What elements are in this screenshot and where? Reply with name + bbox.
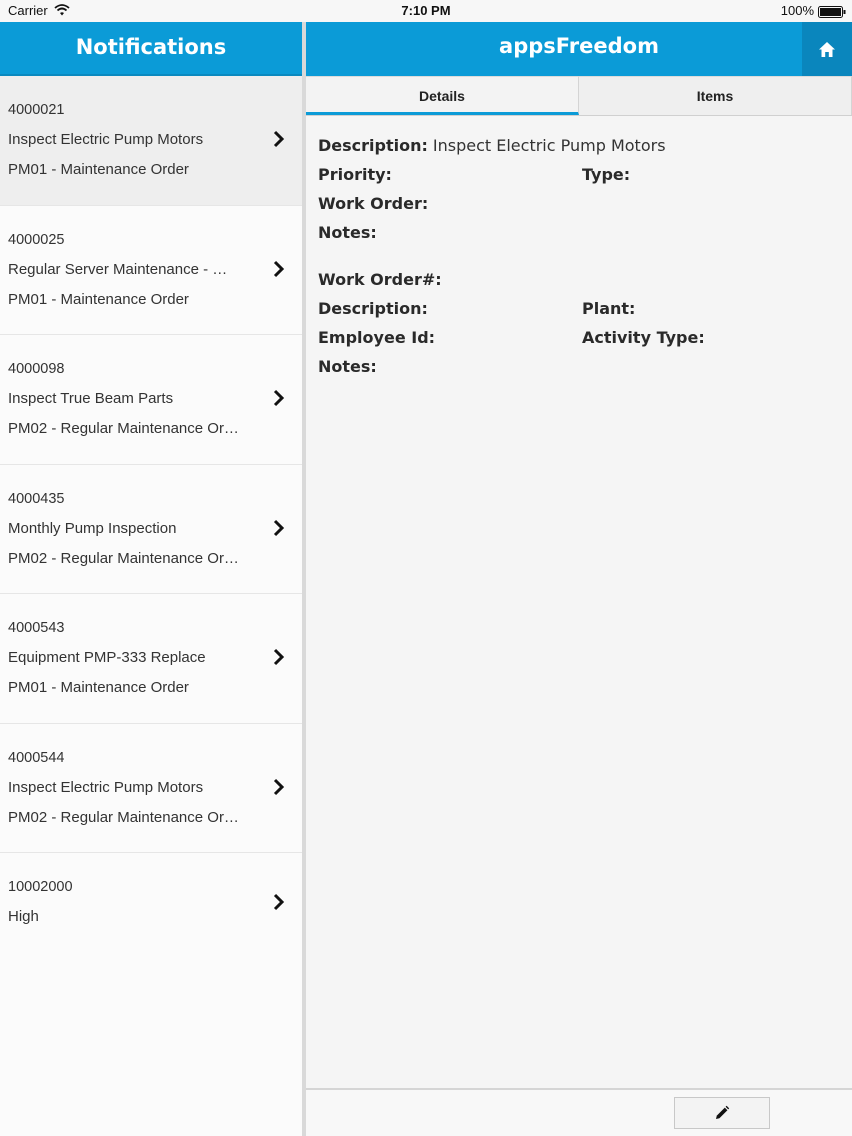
notification-title: High	[8, 908, 39, 925]
notification-type: PM02 - Regular Maintenance Or…	[8, 808, 239, 826]
wo-description-label: Description:	[318, 299, 428, 318]
notification-type: PM01 - Maintenance Order	[8, 290, 189, 308]
work-order-label: Work Order:	[318, 194, 429, 213]
list-item[interactable]	[0, 724, 302, 854]
list-item[interactable]	[0, 206, 302, 336]
notification-id: 4000021	[8, 102, 65, 118]
description-label: Description:	[318, 136, 428, 155]
type-label: Type:	[582, 165, 631, 184]
notification-title: Regular Server Maintenance - …	[8, 260, 228, 278]
notes-field	[318, 223, 377, 242]
notification-type: PM01 - Maintenance Order	[8, 161, 189, 178]
carrier-label: Carrier	[8, 3, 48, 18]
battery-percent: 100%	[780, 3, 814, 18]
list-item[interactable]	[0, 76, 302, 206]
chevron-right-icon	[272, 389, 286, 407]
notification-id: 4000435	[8, 490, 65, 507]
wo-description-field	[318, 299, 428, 318]
priority-label: Priority:	[318, 165, 392, 184]
bottom-toolbar	[306, 1088, 852, 1136]
plant-label: Plant:	[582, 299, 636, 318]
clock: 7:10 PM	[401, 3, 451, 18]
notification-id: 4000098	[8, 361, 65, 377]
plant-field	[582, 299, 635, 318]
chevron-right-icon	[272, 778, 286, 796]
home-icon	[818, 41, 836, 58]
wo-notes-label: Notes:	[318, 357, 377, 376]
status-bar	[0, 0, 852, 22]
list-item[interactable]	[0, 594, 302, 724]
work-order-number-field	[318, 270, 442, 289]
notification-type: PM02 - Regular Maintenance Or…	[8, 420, 239, 437]
tab-bar	[306, 76, 852, 116]
work-order-field	[318, 194, 428, 213]
notification-title: Inspect True Beam Parts	[8, 390, 174, 407]
activity-type-label: Activity Type:	[582, 328, 705, 347]
tab-details[interactable]: Details	[306, 76, 579, 115]
notification-id: 10002000	[8, 879, 73, 895]
notification-id: 4000544	[8, 749, 65, 766]
notification-type: PM01 - Maintenance Order	[8, 679, 189, 696]
detail-panel	[306, 22, 852, 1136]
home-button[interactable]	[802, 22, 852, 76]
description-value: Inspect Electric Pump Motors	[432, 136, 666, 155]
notification-title: Monthly Pump Inspection	[8, 519, 177, 537]
notification-title: Inspect Electric Pump Motors	[8, 131, 204, 148]
notifications-panel	[0, 22, 302, 1136]
notification-id: 4000025	[8, 231, 65, 248]
chevron-right-icon	[272, 648, 286, 666]
notifications-title: Notifications	[0, 22, 302, 76]
notes-label: Notes:	[318, 223, 377, 242]
chevron-right-icon	[272, 893, 286, 911]
list-item[interactable]	[0, 853, 302, 973]
edit-button[interactable]	[674, 1097, 770, 1129]
chevron-right-icon	[272, 519, 286, 537]
notification-title: Inspect Electric Pump Motors	[8, 778, 204, 796]
employee-id-label: Employee Id:	[318, 328, 436, 347]
list-item[interactable]	[0, 465, 302, 595]
type-field	[582, 165, 630, 184]
chevron-right-icon	[272, 260, 286, 278]
pencil-icon	[714, 1105, 730, 1121]
notification-type: PM02 - Regular Maintenance Or…	[8, 549, 239, 567]
notification-title: Equipment PMP-333 Replace	[8, 649, 206, 666]
battery-icon	[818, 6, 846, 18]
chevron-right-icon	[272, 130, 286, 148]
notification-id: 4000543	[8, 620, 65, 636]
wo-notes-field	[318, 357, 377, 376]
list-item[interactable]	[0, 335, 302, 465]
work-order-number-label: Work Order#:	[318, 270, 442, 289]
description-field	[318, 136, 666, 155]
activity-type-field	[582, 328, 705, 347]
app-title-bar	[306, 22, 852, 76]
app-title: appsFreedom	[499, 34, 659, 58]
priority-field	[318, 165, 392, 184]
employee-id-field	[318, 328, 435, 347]
tab-items[interactable]: Items	[579, 76, 852, 115]
